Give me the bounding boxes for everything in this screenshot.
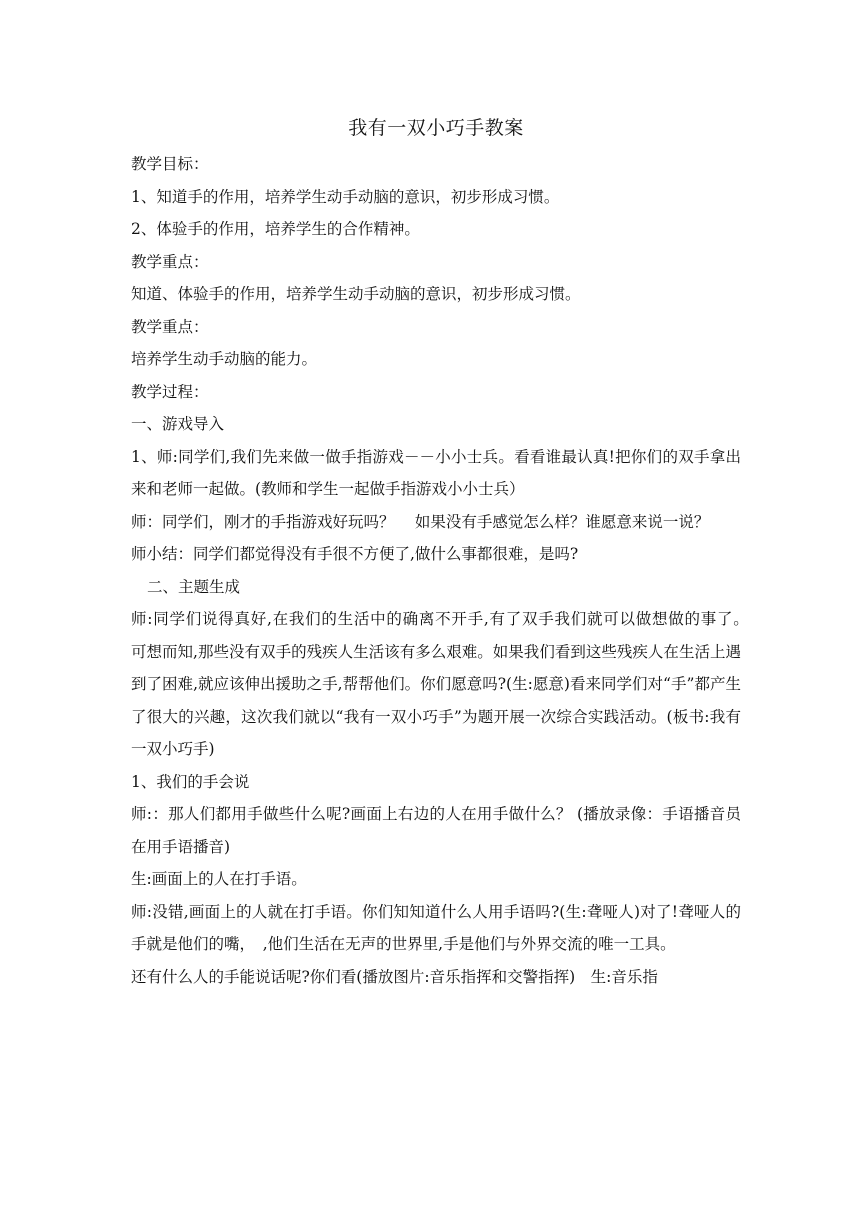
paragraph-theme-intro: 师:同学们说得真好,在我们的生活中的确离不开手,有了双手我们就可以做想做的事了。 可想而知,那些没有双手的残疾人生活该有多么艰难。如果我们看到这些残疾人在生活上遇到了困难,就应该伸出援助之手,帮帮他们。你们愿意吗?(生:愿意)看来同学们对“手”都产生了很大的兴趣，这次我们就以“我有一双小巧手”为题开展一次综合实践活动。(板书:我有一双小巧手)	[131, 610, 757, 758]
document-title: 我有一双小巧手教案	[348, 117, 524, 139]
subsection-theme: 二、主题生成	[147, 577, 241, 596]
paragraph-student-answer: 生:画面上的人在打手语。	[131, 870, 307, 888]
paragraph-finger-game: 1、师:同学们,我们先来做一做手指游戏－－小小士兵。看看谁最认真!把你们的双手拿出来和老师一起做。(教师和学生一起做手指游戏小小士兵）	[131, 447, 741, 498]
paragraph-sign-language: 师:没错,画面上的人就在打手语。你们知知道什么人用手语吗?(生:聋哑人)对了!聋哑人的手就是他们的嘴， ,他们生活在无声的世界里,手是他们与外界交流的唯一工具。	[131, 902, 741, 953]
subsection-hands-speak: 1、我们的手会说	[131, 772, 250, 791]
key-points-text-2: 培养学生动手动脑的能力。	[131, 350, 318, 368]
section-heading-process: 教学过程：	[131, 382, 209, 401]
paragraph-video-question: 师:：那人们都用手做些什么呢?画面上右边的人在用手做什么？ (播放录像：手语播音员在用手语播音)	[131, 805, 741, 856]
key-points-text: 知道、体验手的作用，培养学生动手动脑的意识，初步形成习惯。	[131, 285, 581, 303]
document-body	[131, 112, 757, 993]
section-heading-key-points-2: 教学重点：	[131, 317, 209, 336]
paragraph-other-hands: 还有什么人的手能说话呢?你们看(播放图片:音乐指挥和交警指挥) 生:音乐指	[131, 967, 658, 986]
objective-item-1: 1、知道手的作用，培养学生动手动脑的意识，初步形成习惯。	[131, 187, 560, 206]
subsection-game-intro: 一、游戏导入	[131, 415, 225, 433]
objective-item-2: 2、体验手的作用，培养学生的合作精神。	[131, 220, 420, 238]
paragraph-teacher-summary: 师小结：同学们都觉得没有手很不方便了,做什么事都很难，是吗?	[131, 545, 579, 563]
section-heading-key-points: 教学重点：	[131, 252, 209, 271]
section-heading-objectives: 教学目标：	[131, 155, 209, 173]
paragraph-teacher-question: 师：同学们，刚才的手指游戏好玩吗？ 如果没有手感觉怎么样？谁愿意来说一说？	[131, 512, 710, 531]
